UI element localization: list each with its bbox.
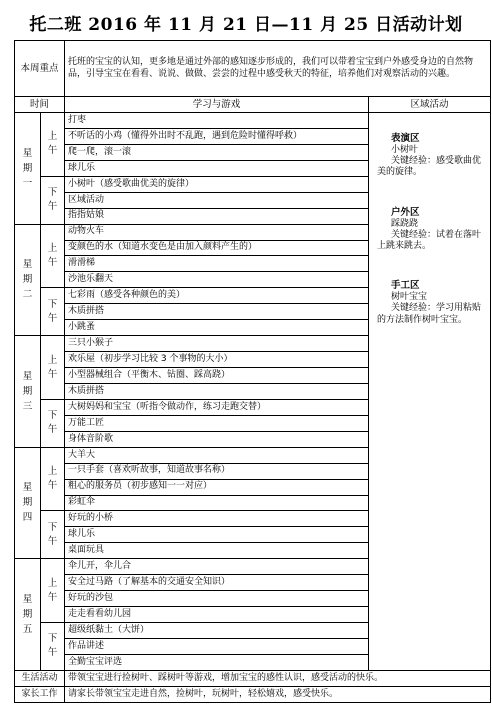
day-label — [15, 447, 41, 559]
activity-item: 球儿乐 — [65, 527, 369, 543]
area-title: 户外区 — [391, 206, 420, 218]
day-label-char: 星 — [22, 594, 33, 606]
activity-item: 粗心的服务员（初步感知一一对应） — [65, 479, 369, 495]
morning-label — [41, 113, 65, 177]
activity-item: 变颜色的水（知道水变色是由加入颜料产生的） — [65, 240, 369, 256]
half-label-char: 午 — [47, 201, 58, 213]
half-label-char: 午 — [47, 256, 58, 268]
day-label-char: 期 — [22, 385, 33, 397]
life-label: 生活活动 — [15, 670, 65, 686]
half-label-char: 午 — [47, 647, 58, 659]
area-key: 关键经验：感受歌曲优美的旋律。 — [377, 156, 482, 178]
activity-item: 万能工匠 — [65, 415, 369, 431]
activity-item: 三只小猴子 — [65, 336, 369, 352]
half-label-char: 午 — [47, 424, 58, 436]
activity-item: 全勤宝宝评选 — [65, 654, 369, 670]
half-label-char: 上 — [47, 466, 58, 478]
focus-row — [15, 41, 491, 97]
activity-item: 区域活动 — [65, 192, 369, 208]
day-label-char: 四 — [22, 512, 33, 524]
activity-item: 滑滑梯 — [65, 256, 369, 272]
half-label-char: 上 — [47, 242, 58, 254]
parent-row — [15, 686, 491, 702]
day-label — [15, 559, 41, 671]
area-name: 小树叶 — [391, 144, 419, 155]
half-label-char: 上 — [47, 577, 58, 589]
half-label-char: 下 — [47, 187, 58, 199]
day-label-char: 星 — [22, 259, 33, 271]
day-label — [15, 336, 41, 448]
half-label-char: 午 — [47, 312, 58, 324]
parent-label: 家长工作 — [15, 686, 65, 702]
afternoon-label — [41, 176, 65, 224]
activity-item: 动物火车 — [65, 224, 369, 240]
area-block — [377, 133, 484, 179]
activity-item: 打枣 — [65, 113, 369, 129]
area-name: 踩跷跷 — [391, 218, 419, 229]
activity-item: 小型器械组合（平衡木、钻圈、踩高跷） — [65, 368, 369, 384]
activity-item: 好玩的小桥 — [65, 511, 369, 527]
activity-item: 沙池乐翻天 — [65, 272, 369, 288]
half-label-char: 午 — [47, 480, 58, 492]
day-label-char: 三 — [22, 400, 33, 412]
activity-item: 木质拼搭 — [65, 383, 369, 399]
header-row — [15, 97, 491, 113]
activity-item: 爬一爬，滚一滚 — [65, 144, 369, 160]
activity-item: 彩虹伞 — [65, 495, 369, 511]
half-label-char: 午 — [47, 145, 58, 157]
morning-label — [41, 559, 65, 623]
morning-label — [41, 224, 65, 288]
area-name: 树叶宝宝 — [391, 292, 428, 303]
area-block — [377, 280, 484, 326]
activity-item: 安全过马路（了解基本的交通安全知识） — [65, 575, 369, 591]
day-label-char: 期 — [22, 274, 33, 286]
activity-item: 指指姑娘 — [65, 208, 369, 224]
activity-item: 欢乐屋（初步学习比较 3 个事物的大小） — [65, 352, 369, 368]
half-label-char: 下 — [47, 521, 58, 533]
activity-item: 木质拼搭 — [65, 304, 369, 320]
day-label-char: 二 — [22, 289, 33, 301]
half-label-char: 上 — [47, 354, 58, 366]
day-label-char: 期 — [22, 162, 33, 174]
activity-item: 走走看看幼儿园 — [65, 607, 369, 623]
afternoon-label — [41, 399, 65, 447]
afternoon-label — [41, 623, 65, 671]
afternoon-label — [41, 288, 65, 336]
area-key: 关键经验：试着在落叶上跳来跳去。 — [377, 229, 482, 251]
activity-row — [15, 113, 491, 129]
activity-item: 一只手套（喜欢听故事，知道故事名称） — [65, 463, 369, 479]
half-label-char: 下 — [47, 410, 58, 422]
activity-item: 超级纸黏土（大饼） — [65, 623, 369, 639]
life-text: 带领宝宝进行捡树叶、踩树叶等游戏，增加宝宝的感性认识，感受活动的快乐。 — [65, 670, 491, 686]
day-label — [15, 113, 41, 225]
day-label-char: 星 — [22, 482, 33, 494]
header-learning: 学习与游戏 — [65, 97, 369, 113]
day-label-char: 期 — [22, 497, 33, 509]
half-label-char: 午 — [47, 368, 58, 380]
header-time: 时间 — [15, 97, 65, 113]
day-label-char: 期 — [22, 609, 33, 621]
day-label-char: 一 — [22, 177, 33, 189]
area-title: 手工区 — [391, 280, 420, 292]
half-label-char: 下 — [47, 633, 58, 645]
afternoon-label — [41, 511, 65, 559]
activity-item: 不听话的小鸡（懂得外出时不乱跑，遇到危险时懂得呼救） — [65, 128, 369, 144]
activity-item: 伞儿开，伞儿合 — [65, 559, 369, 575]
half-label-char: 上 — [47, 131, 58, 143]
day-label-char: 星 — [22, 370, 33, 382]
area-activities — [369, 113, 491, 671]
half-label-char: 午 — [47, 535, 58, 547]
half-label-char: 午 — [47, 591, 58, 603]
activity-item: 球儿乐 — [65, 160, 369, 176]
activity-item: 小跳蚤 — [65, 320, 369, 336]
activity-item: 桌面玩具 — [65, 543, 369, 559]
life-row — [15, 670, 491, 686]
header-area: 区域活动 — [369, 97, 491, 113]
activity-item: 七彩雨（感受各种颜色的美） — [65, 288, 369, 304]
activity-item: 大羊大 — [65, 447, 369, 463]
area-block — [377, 207, 484, 253]
area-title: 表演区 — [391, 133, 420, 144]
focus-text: 托班的宝宝的认知，更多地是通过外部的感知逐步形成的，我们可以带着宝宝到户外感受身边的自然物品，引导宝宝在看看、说说、做做、尝尝的过程中感受秋天的特征，培养他们对观察活动的兴趣。 — [65, 41, 491, 97]
activity-item: 好玩的沙包 — [65, 591, 369, 607]
activity-item: 身体音阶歌 — [65, 431, 369, 447]
area-key: 关键经验：学习用粘贴的方法制作树叶宝宝。 — [377, 303, 482, 325]
weekly-plan-table — [14, 40, 491, 703]
page-title: 托二班 2016 年 11 月 21 日—11 月 25 日活动计划 — [29, 15, 463, 35]
activity-item: 小树叶（感受歌曲优美的旋律） — [65, 176, 369, 192]
activity-item: 作品讲述 — [65, 638, 369, 654]
morning-label — [41, 336, 65, 400]
day-label-char: 星 — [22, 147, 33, 159]
day-label — [15, 224, 41, 336]
parent-text: 请家长带领宝宝走进自然，捡树叶，玩树叶，轻松嬉戏，感受快乐。 — [65, 686, 491, 702]
half-label-char: 下 — [47, 298, 58, 310]
focus-label: 本周重点 — [15, 41, 65, 97]
morning-label — [41, 447, 65, 511]
activity-item: 大树妈妈和宝宝（听指令做动作，练习走跑交替） — [65, 399, 369, 415]
day-label-char: 五 — [22, 624, 33, 636]
